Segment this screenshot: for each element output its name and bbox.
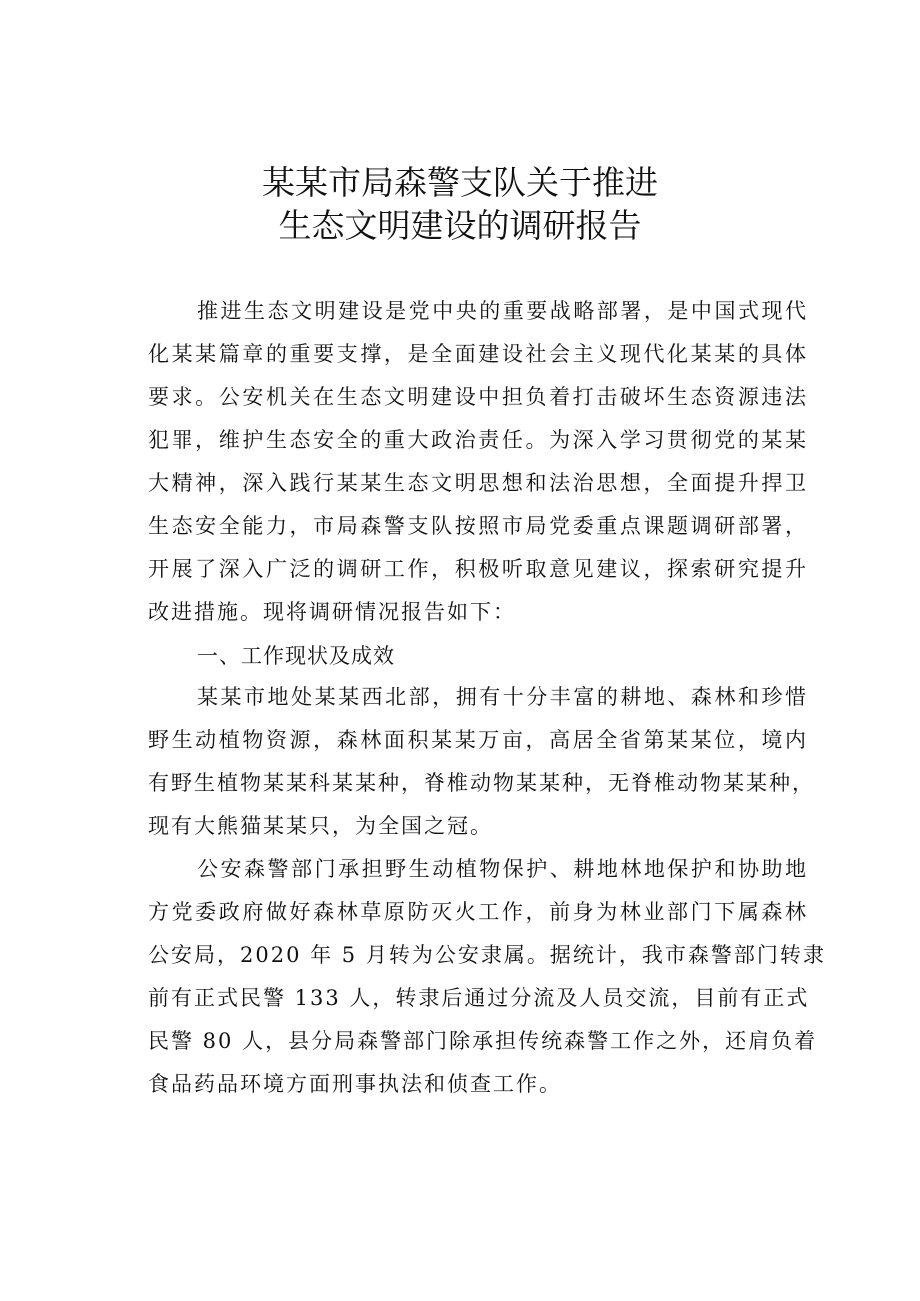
paragraph-1-line-8: 改进措施。现将调研情况报告如下：: [148, 600, 516, 624]
paragraph-2-line-2: 野生动植物资源，森林面积某某万亩，高居全省第某某位，境内: [148, 728, 808, 752]
paragraph-2-line-4: 现有大熊猫某某只，为全国之冠。: [148, 814, 493, 838]
section-heading: 一、工作现状及成效: [197, 644, 395, 668]
paragraph-1-line-3: 要求。公安机关在生态文明建设中担负着打击破坏生态资源违法: [148, 385, 808, 409]
paragraph-2-line-1: 某某市地处某某西北部，拥有十分丰富的耕地、森林和珍惜: [197, 685, 808, 709]
paragraph-3-line-6: 食品药品环境方面刑事执法和侦查工作。: [148, 1072, 562, 1096]
paragraph-1-line-4: 犯罪，维护生态安全的重大政治责任。为深入学习贯彻党的某某: [148, 428, 808, 452]
paragraph-1-line-2: 化某某篇章的重要支撑，是全面建设社会主义现代化某某的具体: [148, 342, 808, 366]
paragraph-1-line-7: 开展了深入广泛的调研工作，积极听取意见建议，探索研究提升: [148, 557, 808, 581]
paragraph-1-line-6: 生态安全能力，市局森警支队按照市局党委重点课题调研部署，: [148, 514, 808, 538]
paragraph-3-line-1: 公安森警部门承担野生动植物保护、耕地林地保护和协助地: [197, 857, 808, 881]
paragraph-3-line-3: 公安局，2020 年 5 月转为公安隶属。据统计，我市森警部门转隶: [148, 943, 826, 967]
paragraph-3-line-5: 民警 80 人，县分局森警部门除承担传统森警工作之外，还肩负着: [148, 1029, 818, 1053]
document-title-line-1: 某某市局森警支队关于推进: [262, 163, 658, 202]
paragraph-2-line-3: 有野生植物某某科某某种，脊椎动物某某种，无脊椎动物某某种，: [148, 771, 815, 795]
document-title-line-2: 生态文明建设的调研报告: [278, 206, 642, 245]
paragraph-3-line-2: 方党委政府做好森林草原防灭火工作，前身为林业部门下属森林: [148, 900, 808, 924]
paragraph-3-line-4: 前有正式民警 133 人，转隶后通过分流及人员交流，目前有正式: [148, 986, 810, 1010]
paragraph-1-line-1: 推进生态文明建设是党中央的重要战略部署，是中国式现代: [197, 299, 808, 323]
paragraph-1-line-5: 大精神，深入践行某某生态文明思想和法治思想，全面提升捍卫: [148, 471, 808, 495]
